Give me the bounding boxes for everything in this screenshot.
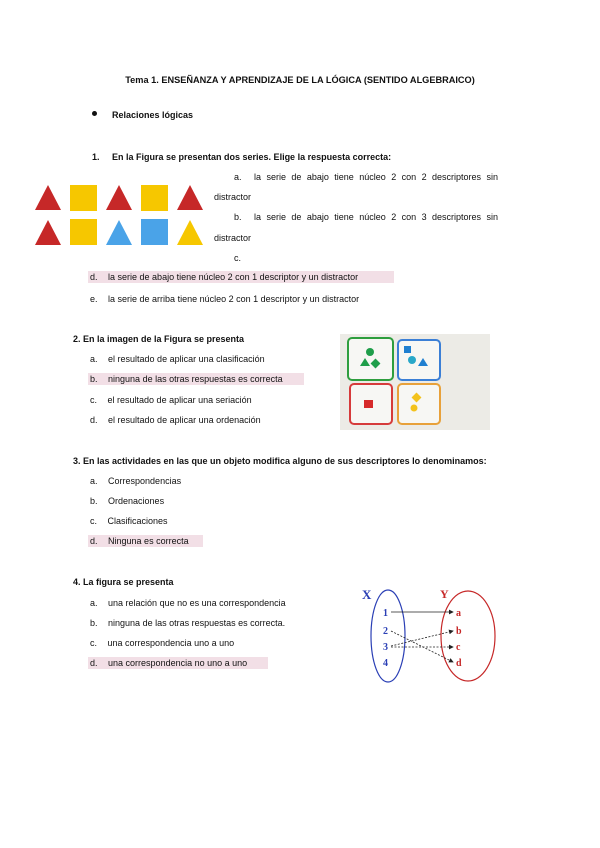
q1-option-d-label: d. bbox=[90, 272, 98, 282]
q3-option-a bbox=[90, 476, 181, 486]
q4-option-b-text: ninguna de las otras respuestas es correcta. bbox=[108, 618, 286, 628]
green-hoop bbox=[348, 338, 393, 380]
q2-option-c bbox=[90, 395, 252, 405]
y-item-b: b bbox=[456, 626, 462, 637]
q1-option-e bbox=[90, 294, 359, 304]
q4-option-a-text: una relación que no es una correspondencia bbox=[108, 598, 286, 608]
q3-option-b bbox=[90, 496, 164, 506]
q2-option-a bbox=[90, 354, 265, 364]
q4-mapping-diagram bbox=[358, 586, 508, 686]
q2-option-b bbox=[88, 373, 304, 385]
q1-option-d-text: la serie de abajo tiene núcleo 2 con 1 descriptor y un distractor bbox=[108, 272, 359, 282]
q4-option-d bbox=[88, 657, 268, 669]
x-item-4: 4 bbox=[383, 658, 388, 669]
red-square-piece bbox=[364, 400, 373, 408]
q3-option-d bbox=[88, 535, 203, 547]
q2-prompt: 2. En la imagen de la Figura se presenta bbox=[73, 334, 245, 344]
q1-option-a-line2: distractor bbox=[214, 192, 252, 202]
q4-option-b-label: b. bbox=[90, 618, 98, 628]
set-x-label: X bbox=[362, 587, 372, 602]
q3-option-d-text: Ninguna es correcta bbox=[108, 536, 189, 546]
q3-option-c bbox=[90, 516, 168, 526]
x-item-1: 1 bbox=[383, 608, 388, 619]
square-blue-bottom bbox=[141, 219, 168, 245]
y-item-d: d bbox=[456, 658, 462, 669]
q1-series-figure bbox=[33, 182, 213, 252]
yellow-circle-piece bbox=[411, 405, 418, 412]
q3-option-c-label: c. bbox=[90, 516, 98, 526]
set-y-ellipse bbox=[441, 591, 495, 681]
q2-option-d-label: d. bbox=[90, 415, 98, 425]
q1-option-c-label: c. bbox=[234, 253, 242, 263]
arrow-3-b bbox=[391, 631, 453, 646]
triangle-blue-bottom bbox=[106, 220, 132, 245]
q2-option-b-text: ninguna de las otras respuestas es correcta bbox=[108, 374, 283, 384]
q2-option-c-label: c. bbox=[90, 395, 98, 405]
q2-option-a-label: a. bbox=[90, 354, 98, 364]
q4-option-d-label: d. bbox=[90, 658, 98, 668]
q1-option-b-line2: distractor bbox=[214, 233, 252, 243]
q3-option-b-text: Ordenaciones bbox=[108, 496, 165, 506]
q2-option-d-text: el resultado de aplicar una ordenación bbox=[108, 415, 261, 425]
q1-option-e-text: la serie de arriba tiene núcleo 2 con 1 descriptor y un distractor bbox=[108, 294, 360, 304]
q4-option-a bbox=[90, 598, 286, 608]
q4-option-b bbox=[90, 618, 285, 628]
q3-option-a-text: Correspondencias bbox=[108, 476, 182, 486]
x-item-2: 2 bbox=[383, 626, 388, 637]
q1-prompt: En la Figura se presentan dos series. Elige la respuesta correcta: bbox=[112, 152, 392, 162]
green-circle-piece bbox=[366, 348, 374, 356]
triangle-red-top-3 bbox=[177, 185, 203, 210]
q1-number: 1. bbox=[92, 152, 100, 162]
square-yellow-top-1 bbox=[70, 185, 97, 211]
q3-option-b-label: b. bbox=[90, 496, 98, 506]
set-x-ellipse bbox=[371, 590, 405, 682]
section-heading: Relaciones lógicas bbox=[112, 110, 194, 120]
triangle-red-top-1 bbox=[35, 185, 61, 210]
blue-square-piece bbox=[404, 346, 411, 353]
q1-option-b-line1: la serie de abajo tiene núcleo 2 con 3 descriptores sin bbox=[254, 212, 498, 222]
q4-prompt: 4. La figura se presenta bbox=[73, 577, 174, 587]
q4-option-d-text: una correspondencia no uno a uno bbox=[108, 658, 248, 668]
square-yellow-bottom-1 bbox=[70, 219, 97, 245]
q1-option-a-label: a. bbox=[234, 172, 242, 182]
q2-option-d bbox=[90, 415, 261, 425]
q1-option-d bbox=[88, 271, 394, 283]
q4-option-c bbox=[90, 638, 234, 648]
q2-option-a-text: el resultado de aplicar una clasificación bbox=[108, 354, 265, 364]
q3-option-c-text: Clasificaciones bbox=[107, 516, 168, 526]
q1-option-b-label: b. bbox=[234, 212, 242, 222]
page-title: Tema 1. ENSEÑANZA Y APRENDIZAJE DE LA LÓGICA (SENTIDO ALGEBRAICO) bbox=[125, 75, 475, 85]
square-yellow-top-2 bbox=[141, 185, 168, 211]
blue-circle-piece bbox=[408, 356, 416, 364]
q1-option-a-line1: la serie de abajo tiene núcleo 2 con 2 descriptores sin bbox=[254, 172, 498, 182]
q3-option-a-label: a. bbox=[90, 476, 98, 486]
q2-option-c-text: el resultado de aplicar una seriación bbox=[107, 395, 252, 405]
q1-option-e-label: e. bbox=[90, 294, 98, 304]
set-y-label: Y bbox=[440, 587, 449, 601]
q3-prompt: 3. En las actividades en las que un objeto modifica alguno de sus descriptores lo denominamos: bbox=[73, 456, 487, 466]
q2-option-b-label: b. bbox=[90, 374, 98, 384]
orange-hoop bbox=[398, 384, 440, 424]
y-item-a: a bbox=[456, 608, 461, 619]
triangle-yellow-bottom bbox=[177, 220, 203, 245]
q4-option-c-label: c. bbox=[90, 638, 98, 648]
triangle-red-bottom-1 bbox=[35, 220, 61, 245]
x-item-3: 3 bbox=[383, 642, 388, 653]
y-item-c: c bbox=[456, 642, 461, 653]
section-bullet bbox=[92, 108, 97, 118]
q4-option-c-text: una correspondencia uno a uno bbox=[107, 638, 235, 648]
triangle-red-top-2 bbox=[106, 185, 132, 210]
q4-option-a-label: a. bbox=[90, 598, 98, 608]
q3-option-d-label: d. bbox=[90, 536, 98, 546]
q2-classification-figure bbox=[340, 334, 490, 430]
bullet-icon bbox=[92, 111, 97, 116]
